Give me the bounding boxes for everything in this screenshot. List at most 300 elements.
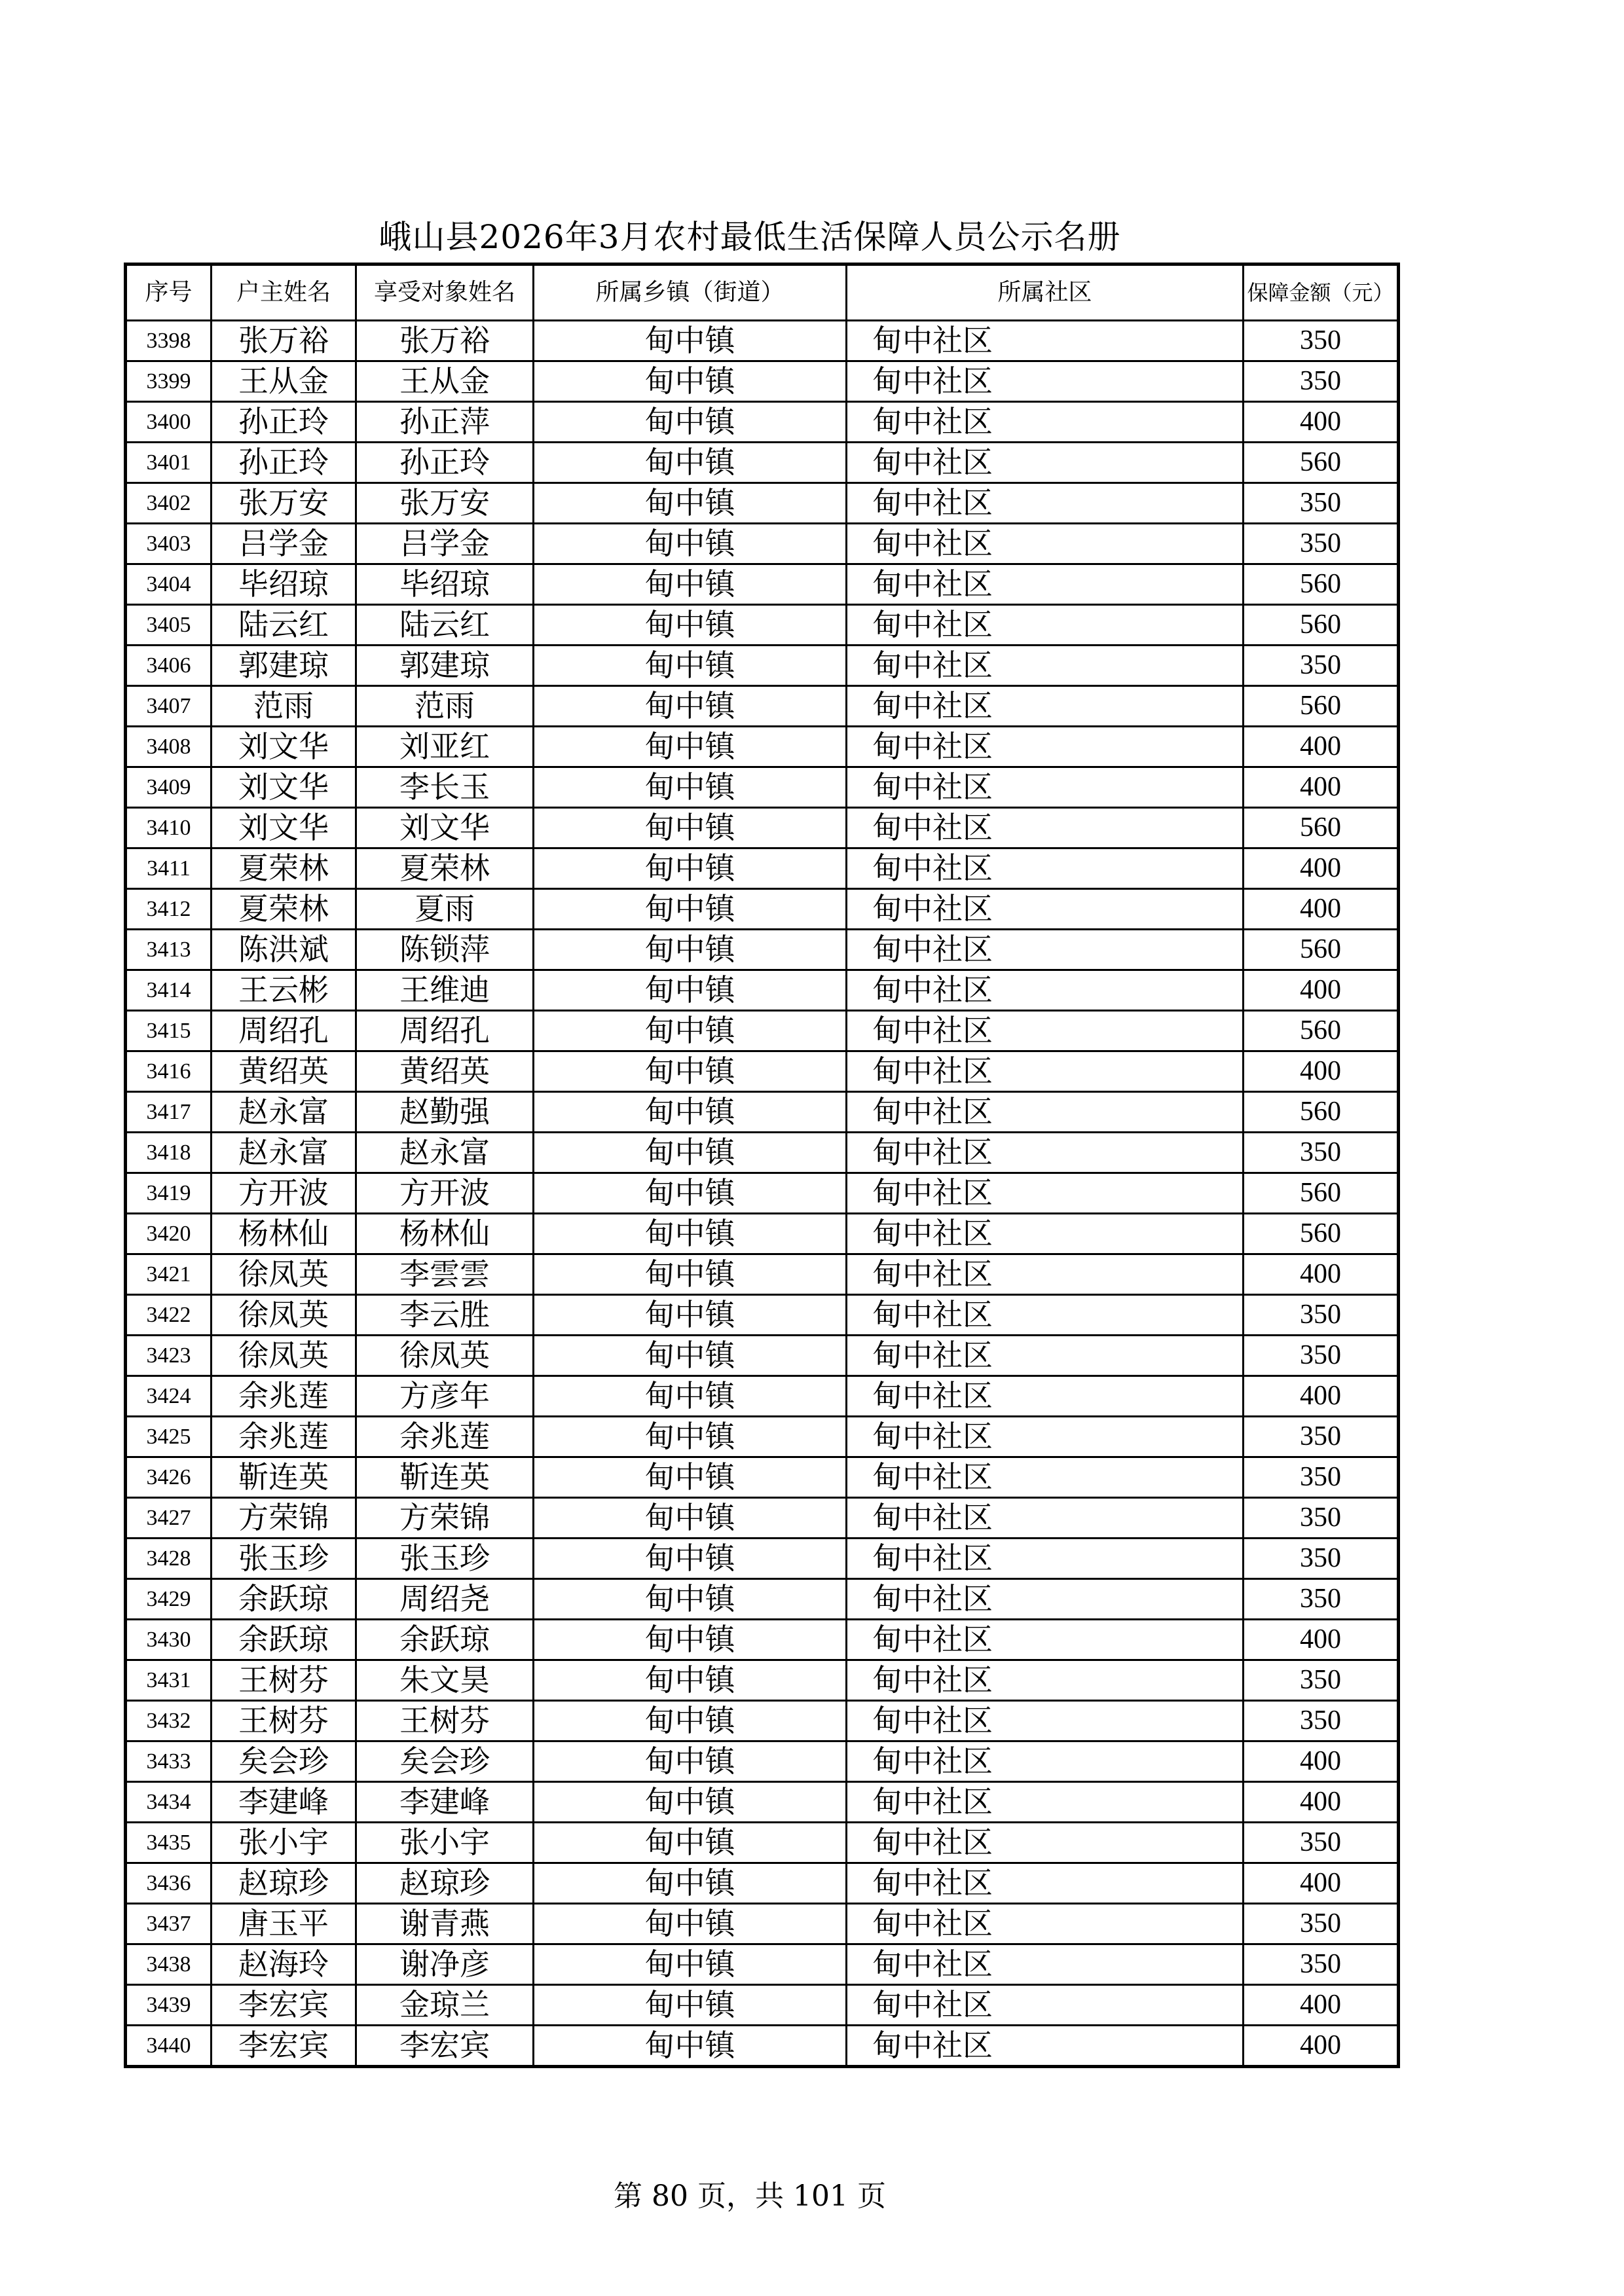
table-row	[126, 1823, 1399, 1863]
cell-community: 甸中社区	[847, 1133, 1244, 1173]
table-row	[126, 1904, 1399, 1944]
cell-amount: 350	[1244, 483, 1399, 524]
cell-beneficiary: 余跃琼	[356, 1620, 534, 1660]
cell-householder: 黄绍英	[212, 1051, 356, 1092]
table-row	[126, 1863, 1399, 1904]
cell-town: 甸中镇	[534, 1295, 847, 1336]
cell-seq: 3418	[126, 1133, 212, 1173]
table-row	[126, 1498, 1399, 1539]
table-row	[126, 1741, 1399, 1782]
cell-community: 甸中社区	[847, 686, 1244, 727]
cell-amount: 400	[1244, 1985, 1399, 2026]
table-row	[126, 1944, 1399, 1985]
header-seq: 序号	[126, 264, 212, 321]
cell-town: 甸中镇	[534, 2026, 847, 2067]
cell-householder: 刘文华	[212, 727, 356, 767]
cell-householder: 方开波	[212, 1173, 356, 1214]
cell-amount: 350	[1244, 646, 1399, 686]
cell-amount: 400	[1244, 1254, 1399, 1295]
cell-amount: 560	[1244, 564, 1399, 605]
cell-amount: 350	[1244, 1823, 1399, 1863]
cell-town: 甸中镇	[534, 1741, 847, 1782]
cell-town: 甸中镇	[534, 1863, 847, 1904]
cell-amount: 350	[1244, 1336, 1399, 1376]
cell-seq: 3398	[126, 321, 212, 361]
cell-town: 甸中镇	[534, 1092, 847, 1133]
cell-town: 甸中镇	[534, 361, 847, 402]
cell-town: 甸中镇	[534, 1944, 847, 1985]
cell-householder: 李宏宾	[212, 2026, 356, 2067]
cell-community: 甸中社区	[847, 483, 1244, 524]
cell-beneficiary: 赵琼珍	[356, 1863, 534, 1904]
table-row	[126, 1254, 1399, 1295]
cell-beneficiary: 方开波	[356, 1173, 534, 1214]
cell-community: 甸中社区	[847, 443, 1244, 483]
cell-householder: 刘文华	[212, 767, 356, 808]
cell-town: 甸中镇	[534, 1173, 847, 1214]
cell-householder: 唐玉平	[212, 1904, 356, 1944]
cell-amount: 350	[1244, 524, 1399, 564]
cell-community: 甸中社区	[847, 1498, 1244, 1539]
table-row	[126, 605, 1399, 646]
cell-amount: 560	[1244, 605, 1399, 646]
cell-beneficiary: 范雨	[356, 686, 534, 727]
table-row	[126, 1660, 1399, 1701]
cell-community: 甸中社区	[847, 1011, 1244, 1051]
cell-community: 甸中社区	[847, 1376, 1244, 1417]
cell-amount: 560	[1244, 1011, 1399, 1051]
table-row	[126, 1701, 1399, 1741]
cell-seq: 3404	[126, 564, 212, 605]
cell-householder: 张玉珍	[212, 1539, 356, 1579]
table-row	[126, 1457, 1399, 1498]
table-row	[126, 1133, 1399, 1173]
cell-town: 甸中镇	[534, 1782, 847, 1823]
cell-householder: 靳连英	[212, 1457, 356, 1498]
cell-town: 甸中镇	[534, 727, 847, 767]
cell-beneficiary: 张小宇	[356, 1823, 534, 1863]
table-row	[126, 443, 1399, 483]
cell-amount: 560	[1244, 686, 1399, 727]
table-row	[126, 1173, 1399, 1214]
cell-seq: 3429	[126, 1579, 212, 1620]
table-row	[126, 1376, 1399, 1417]
table-row	[126, 1985, 1399, 2026]
cell-householder: 夏荣林	[212, 848, 356, 889]
cell-beneficiary: 矣会珍	[356, 1741, 534, 1782]
cell-town: 甸中镇	[534, 1336, 847, 1376]
cell-town: 甸中镇	[534, 1254, 847, 1295]
cell-householder: 方荣锦	[212, 1498, 356, 1539]
cell-householder: 陆云红	[212, 605, 356, 646]
cell-amount: 350	[1244, 1417, 1399, 1457]
cell-community: 甸中社区	[847, 1295, 1244, 1336]
header-community: 所属社区	[847, 264, 1244, 321]
cell-amount: 560	[1244, 1092, 1399, 1133]
cell-town: 甸中镇	[534, 1579, 847, 1620]
cell-beneficiary: 徐凤英	[356, 1336, 534, 1376]
cell-seq: 3431	[126, 1660, 212, 1701]
cell-amount: 350	[1244, 321, 1399, 361]
cell-town: 甸中镇	[534, 605, 847, 646]
cell-householder: 陈洪斌	[212, 930, 356, 970]
cell-householder: 赵永富	[212, 1133, 356, 1173]
cell-beneficiary: 陆云红	[356, 605, 534, 646]
cell-amount: 400	[1244, 767, 1399, 808]
table-body	[126, 321, 1399, 2067]
cell-community: 甸中社区	[847, 321, 1244, 361]
header-beneficiary: 享受对象姓名	[356, 264, 534, 321]
cell-householder: 矣会珍	[212, 1741, 356, 1782]
cell-community: 甸中社区	[847, 1741, 1244, 1782]
cell-householder: 王云彬	[212, 970, 356, 1011]
cell-community: 甸中社区	[847, 1336, 1244, 1376]
cell-town: 甸中镇	[534, 443, 847, 483]
table-row	[126, 1214, 1399, 1254]
cell-beneficiary: 周绍尧	[356, 1579, 534, 1620]
cell-amount: 350	[1244, 1660, 1399, 1701]
cell-seq: 3423	[126, 1336, 212, 1376]
table-row	[126, 1011, 1399, 1051]
table-row	[126, 2026, 1399, 2067]
cell-community: 甸中社区	[847, 361, 1244, 402]
cell-town: 甸中镇	[534, 402, 847, 443]
cell-beneficiary: 李长玉	[356, 767, 534, 808]
cell-community: 甸中社区	[847, 1051, 1244, 1092]
cell-town: 甸中镇	[534, 808, 847, 848]
cell-beneficiary: 谢青燕	[356, 1904, 534, 1944]
cell-seq: 3433	[126, 1741, 212, 1782]
cell-seq: 3401	[126, 443, 212, 483]
cell-householder: 周绍孔	[212, 1011, 356, 1051]
cell-amount: 400	[1244, 1620, 1399, 1660]
cell-beneficiary: 余兆莲	[356, 1417, 534, 1457]
cell-beneficiary: 方彦年	[356, 1376, 534, 1417]
table-row	[126, 361, 1399, 402]
cell-seq: 3405	[126, 605, 212, 646]
table-row	[126, 1092, 1399, 1133]
cell-amount: 350	[1244, 1133, 1399, 1173]
cell-seq: 3425	[126, 1417, 212, 1457]
recipient-table	[124, 263, 1400, 2068]
cell-amount: 400	[1244, 1782, 1399, 1823]
table-row	[126, 1417, 1399, 1457]
cell-beneficiary: 方荣锦	[356, 1498, 534, 1539]
cell-amount: 400	[1244, 1863, 1399, 1904]
cell-seq: 3435	[126, 1823, 212, 1863]
table-row	[126, 1295, 1399, 1336]
cell-town: 甸中镇	[534, 1660, 847, 1701]
cell-amount: 350	[1244, 1904, 1399, 1944]
cell-seq: 3420	[126, 1214, 212, 1254]
cell-amount: 350	[1244, 1295, 1399, 1336]
cell-householder: 赵海玲	[212, 1944, 356, 1985]
table-row	[126, 483, 1399, 524]
cell-householder: 余兆莲	[212, 1376, 356, 1417]
cell-town: 甸中镇	[534, 1985, 847, 2026]
cell-beneficiary: 谢净彦	[356, 1944, 534, 1985]
cell-community: 甸中社区	[847, 564, 1244, 605]
cell-town: 甸中镇	[534, 321, 847, 361]
cell-amount: 560	[1244, 930, 1399, 970]
cell-householder: 夏荣林	[212, 889, 356, 930]
cell-seq: 3428	[126, 1539, 212, 1579]
cell-community: 甸中社区	[847, 1660, 1244, 1701]
cell-community: 甸中社区	[847, 1539, 1244, 1579]
cell-community: 甸中社区	[847, 767, 1244, 808]
cell-householder: 杨林仙	[212, 1214, 356, 1254]
cell-householder: 张小宇	[212, 1823, 356, 1863]
table-row	[126, 848, 1399, 889]
cell-beneficiary: 李宏宾	[356, 2026, 534, 2067]
table-row	[126, 1051, 1399, 1092]
cell-community: 甸中社区	[847, 1823, 1244, 1863]
cell-community: 甸中社区	[847, 2026, 1244, 2067]
cell-beneficiary: 吕学金	[356, 524, 534, 564]
table-header-row	[126, 264, 1399, 321]
cell-seq: 3422	[126, 1295, 212, 1336]
cell-town: 甸中镇	[534, 1498, 847, 1539]
cell-seq: 3432	[126, 1701, 212, 1741]
cell-seq: 3417	[126, 1092, 212, 1133]
cell-town: 甸中镇	[534, 1214, 847, 1254]
cell-town: 甸中镇	[534, 1457, 847, 1498]
cell-town: 甸中镇	[534, 1051, 847, 1092]
cell-seq: 3409	[126, 767, 212, 808]
cell-seq: 3419	[126, 1173, 212, 1214]
cell-beneficiary: 李建峰	[356, 1782, 534, 1823]
cell-householder: 徐凤英	[212, 1254, 356, 1295]
cell-beneficiary: 金琼兰	[356, 1985, 534, 2026]
cell-town: 甸中镇	[534, 970, 847, 1011]
cell-community: 甸中社区	[847, 848, 1244, 889]
cell-beneficiary: 夏雨	[356, 889, 534, 930]
cell-seq: 3407	[126, 686, 212, 727]
cell-seq: 3408	[126, 727, 212, 767]
table-row	[126, 930, 1399, 970]
cell-seq: 3421	[126, 1254, 212, 1295]
cell-beneficiary: 杨林仙	[356, 1214, 534, 1254]
cell-beneficiary: 郭建琼	[356, 646, 534, 686]
cell-seq: 3400	[126, 402, 212, 443]
cell-community: 甸中社区	[847, 727, 1244, 767]
cell-community: 甸中社区	[847, 1457, 1244, 1498]
cell-beneficiary: 刘亚红	[356, 727, 534, 767]
header-householder: 户主姓名	[212, 264, 356, 321]
cell-seq: 3430	[126, 1620, 212, 1660]
cell-amount: 400	[1244, 2026, 1399, 2067]
table-row	[126, 767, 1399, 808]
cell-amount: 400	[1244, 889, 1399, 930]
table-row	[126, 646, 1399, 686]
cell-amount: 400	[1244, 402, 1399, 443]
cell-beneficiary: 夏荣林	[356, 848, 534, 889]
cell-town: 甸中镇	[534, 1133, 847, 1173]
cell-town: 甸中镇	[534, 524, 847, 564]
cell-beneficiary: 张万安	[356, 483, 534, 524]
cell-beneficiary: 王从金	[356, 361, 534, 402]
cell-beneficiary: 靳连英	[356, 1457, 534, 1498]
cell-householder: 王树芬	[212, 1701, 356, 1741]
cell-community: 甸中社区	[847, 930, 1244, 970]
cell-beneficiary: 赵勤强	[356, 1092, 534, 1133]
cell-householder: 张万安	[212, 483, 356, 524]
cell-community: 甸中社区	[847, 1173, 1244, 1214]
cell-beneficiary: 毕绍琼	[356, 564, 534, 605]
cell-town: 甸中镇	[534, 767, 847, 808]
cell-beneficiary: 陈锁萍	[356, 930, 534, 970]
table-row	[126, 1579, 1399, 1620]
cell-beneficiary: 孙正萍	[356, 402, 534, 443]
cell-community: 甸中社区	[847, 1417, 1244, 1457]
cell-householder: 刘文华	[212, 808, 356, 848]
cell-amount: 350	[1244, 1457, 1399, 1498]
table-row	[126, 1782, 1399, 1823]
cell-seq: 3416	[126, 1051, 212, 1092]
cell-community: 甸中社区	[847, 1092, 1244, 1133]
table-row	[126, 1539, 1399, 1579]
cell-community: 甸中社区	[847, 889, 1244, 930]
table-row	[126, 889, 1399, 930]
cell-town: 甸中镇	[534, 1011, 847, 1051]
cell-amount: 560	[1244, 1173, 1399, 1214]
cell-community: 甸中社区	[847, 970, 1244, 1011]
cell-community: 甸中社区	[847, 1904, 1244, 1944]
cell-beneficiary: 刘文华	[356, 808, 534, 848]
cell-householder: 王从金	[212, 361, 356, 402]
cell-seq: 3426	[126, 1457, 212, 1498]
table-row	[126, 1620, 1399, 1660]
cell-householder: 吕学金	[212, 524, 356, 564]
cell-seq: 3402	[126, 483, 212, 524]
cell-town: 甸中镇	[534, 1539, 847, 1579]
cell-town: 甸中镇	[534, 646, 847, 686]
page-number: 第 80 页，共 101 页	[614, 2179, 886, 2213]
cell-town: 甸中镇	[534, 686, 847, 727]
header-amount: 保障金额（元）	[1244, 264, 1399, 321]
cell-seq: 3414	[126, 970, 212, 1011]
cell-amount: 560	[1244, 1214, 1399, 1254]
cell-householder: 张万裕	[212, 321, 356, 361]
table-row	[126, 321, 1399, 361]
cell-community: 甸中社区	[847, 402, 1244, 443]
cell-seq: 3434	[126, 1782, 212, 1823]
cell-seq: 3406	[126, 646, 212, 686]
cell-householder: 余跃琼	[212, 1620, 356, 1660]
cell-community: 甸中社区	[847, 1782, 1244, 1823]
page-title: 峨山县2026年3月农村最低生活保障人员公示名册	[378, 218, 1121, 256]
cell-beneficiary: 王维迪	[356, 970, 534, 1011]
cell-householder: 范雨	[212, 686, 356, 727]
cell-amount: 400	[1244, 970, 1399, 1011]
cell-community: 甸中社区	[847, 646, 1244, 686]
cell-householder: 余兆莲	[212, 1417, 356, 1457]
cell-town: 甸中镇	[534, 848, 847, 889]
cell-amount: 400	[1244, 727, 1399, 767]
cell-householder: 王树芬	[212, 1660, 356, 1701]
cell-town: 甸中镇	[534, 564, 847, 605]
cell-amount: 400	[1244, 1051, 1399, 1092]
cell-community: 甸中社区	[847, 1214, 1244, 1254]
cell-amount: 350	[1244, 1498, 1399, 1539]
cell-seq: 3399	[126, 361, 212, 402]
cell-householder: 郭建琼	[212, 646, 356, 686]
cell-seq: 3437	[126, 1904, 212, 1944]
cell-seq: 3436	[126, 1863, 212, 1904]
table-row	[126, 564, 1399, 605]
table-row	[126, 686, 1399, 727]
cell-amount: 400	[1244, 1741, 1399, 1782]
cell-amount: 350	[1244, 361, 1399, 402]
cell-beneficiary: 李雲雲	[356, 1254, 534, 1295]
cell-community: 甸中社区	[847, 1944, 1244, 1985]
cell-amount: 400	[1244, 848, 1399, 889]
cell-householder: 赵永富	[212, 1092, 356, 1133]
cell-householder: 孙正玲	[212, 443, 356, 483]
cell-householder: 李宏宾	[212, 1985, 356, 2026]
cell-community: 甸中社区	[847, 524, 1244, 564]
cell-householder: 毕绍琼	[212, 564, 356, 605]
cell-beneficiary: 张玉珍	[356, 1539, 534, 1579]
cell-town: 甸中镇	[534, 1823, 847, 1863]
cell-seq: 3438	[126, 1944, 212, 1985]
cell-householder: 徐凤英	[212, 1336, 356, 1376]
cell-town: 甸中镇	[534, 1701, 847, 1741]
cell-amount: 560	[1244, 808, 1399, 848]
cell-householder: 徐凤英	[212, 1295, 356, 1336]
cell-seq: 3415	[126, 1011, 212, 1051]
cell-amount: 350	[1244, 1701, 1399, 1741]
cell-amount: 560	[1244, 443, 1399, 483]
table-row	[126, 402, 1399, 443]
cell-community: 甸中社区	[847, 1985, 1244, 2026]
cell-beneficiary: 李云胜	[356, 1295, 534, 1336]
table-row	[126, 727, 1399, 767]
cell-seq: 3411	[126, 848, 212, 889]
cell-beneficiary: 王树芬	[356, 1701, 534, 1741]
cell-amount: 350	[1244, 1944, 1399, 1985]
cell-town: 甸中镇	[534, 483, 847, 524]
cell-community: 甸中社区	[847, 1254, 1244, 1295]
header-town: 所属乡镇（街道）	[534, 264, 847, 321]
cell-seq: 3412	[126, 889, 212, 930]
cell-community: 甸中社区	[847, 605, 1244, 646]
cell-amount: 350	[1244, 1539, 1399, 1579]
cell-town: 甸中镇	[534, 930, 847, 970]
cell-town: 甸中镇	[534, 1376, 847, 1417]
cell-seq: 3440	[126, 2026, 212, 2067]
cell-householder: 赵琼珍	[212, 1863, 356, 1904]
cell-beneficiary: 张万裕	[356, 321, 534, 361]
cell-community: 甸中社区	[847, 1863, 1244, 1904]
cell-householder: 余跃琼	[212, 1579, 356, 1620]
table-row	[126, 524, 1399, 564]
cell-beneficiary: 黄绍英	[356, 1051, 534, 1092]
cell-beneficiary: 孙正玲	[356, 443, 534, 483]
cell-community: 甸中社区	[847, 1620, 1244, 1660]
cell-seq: 3403	[126, 524, 212, 564]
cell-seq: 3424	[126, 1376, 212, 1417]
cell-householder: 李建峰	[212, 1782, 356, 1823]
cell-community: 甸中社区	[847, 1579, 1244, 1620]
cell-seq: 3439	[126, 1985, 212, 2026]
cell-town: 甸中镇	[534, 889, 847, 930]
table-row	[126, 808, 1399, 848]
cell-community: 甸中社区	[847, 808, 1244, 848]
cell-town: 甸中镇	[534, 1620, 847, 1660]
cell-community: 甸中社区	[847, 1701, 1244, 1741]
cell-seq: 3427	[126, 1498, 212, 1539]
